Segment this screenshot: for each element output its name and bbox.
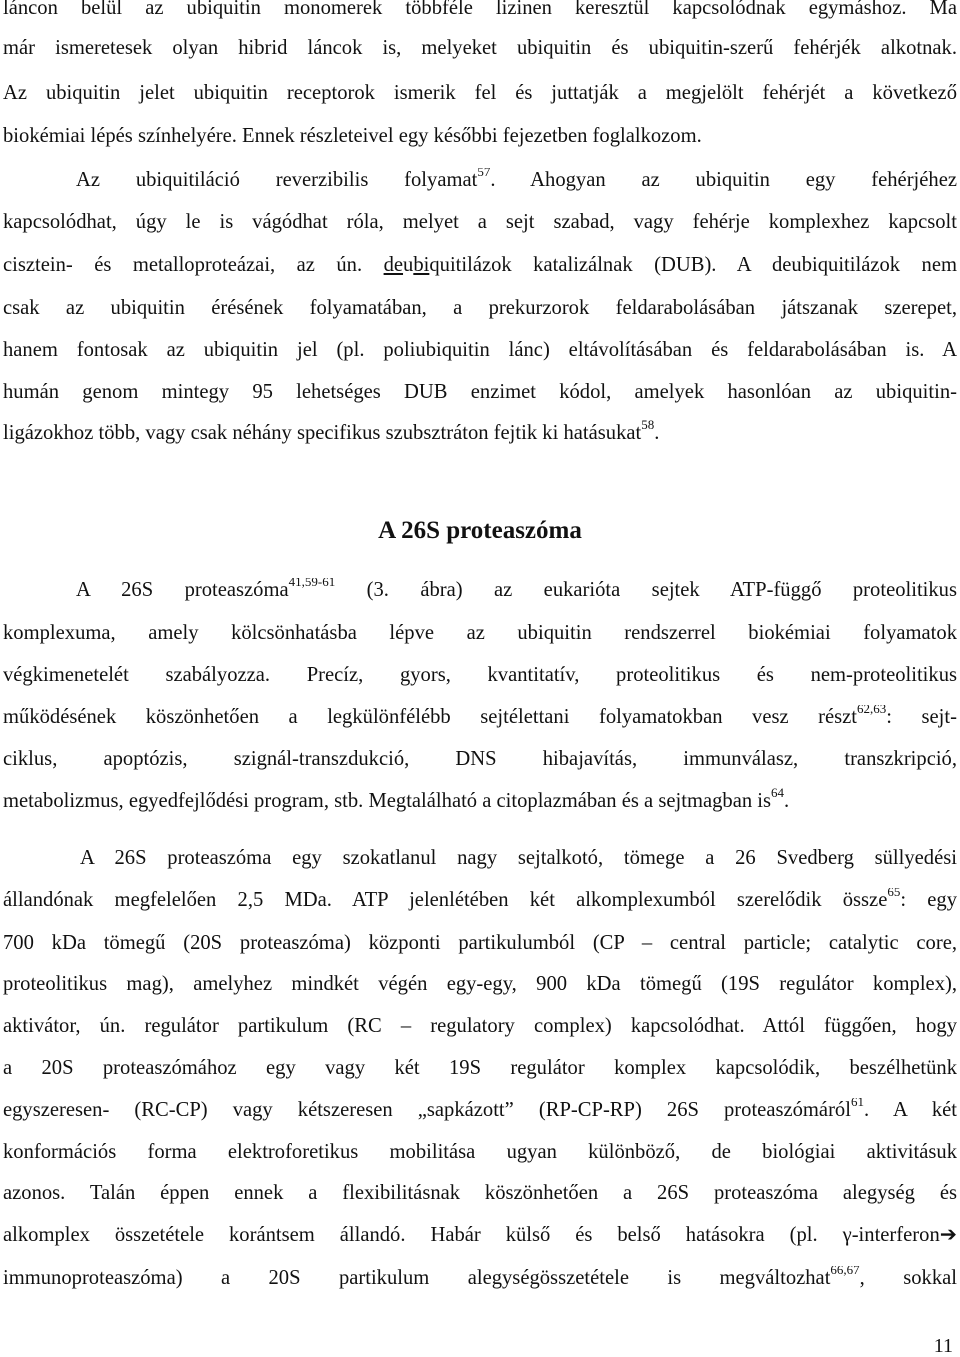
text-line: ciklus, apoptózis, szignál-transzdukció, DNS hibajavítás, immunválasz, transzkripció, [3, 748, 957, 770]
underlined-text: de [383, 254, 404, 276]
text-line: humán genom mintegy 95 lehetséges DUB enzimet kódol, amelyek hasonlóan az ubiquitin- [3, 381, 957, 403]
text-line: állandónak megfelelően 2,5 MDa. ATP jelenlétében két alkomplexumból szerelődik össze$^{65}$: egy [3, 888, 957, 912]
text-line: konformációs forma elektroforetikus mobilitása ugyan különböző, de biológiai aktivitásuk [3, 1141, 957, 1163]
text-line: Az ubiquitin jelet ubiquitin receptorok ismerik fel és juttatják a megjelölt fehérjét a következő [3, 82, 957, 104]
citation: 64 [771, 785, 785, 801]
text-line: egyszeresen- (RC-CP) vagy kétszeresen „sapkázott” (RP-CP-RP) 26S proteaszómáról$^{61}$. A két [3, 1098, 957, 1122]
text-line: kapcsolódhat, úgy le is vágódhat róla, melyet a sejt szabad, vagy fehérje komplexhez kapcsolt [3, 211, 957, 233]
citation: 66,67 [830, 1266, 860, 1278]
citation: 41,59-61 [288, 578, 336, 590]
section-heading: A 26S proteaszóma [378, 517, 582, 544]
text-line: láncon belül az ubiquitin monomerek többféle lizinen keresztül kapcsolódnak egymáshoz. Ma [3, 0, 957, 19]
text-line: azonos. Talán éppen ennek a flexibilitásnak köszönhetően a 26S proteaszóma alegység és [3, 1182, 957, 1204]
text-line: proteolitikus mag), amelyhez mindkét végén egy-egy, 900 kDa tömegű (19S regulátor komplex), [3, 973, 957, 995]
text-line: már ismeretesek olyan hibrid láncok is, melyeket ubiquitin és ubiquitin-szerű fehérjék alkotnak. [3, 37, 957, 59]
text-line: aktivátor, ún. regulátor partikulum (RC – regulatory complex) kapcsolódhat. Attól függően, hogy [3, 1015, 957, 1037]
text-line: a 20S proteaszómához egy vagy két 19S regulátor komplex kapcsolódik, beszélhetünk [3, 1057, 957, 1079]
text-line: alkomplex összetétele korántsem állandó. Habár külső és belső hatásokra (pl. γ-interferon➔ [3, 1224, 957, 1246]
citation: 57 [477, 168, 491, 180]
text-line: metabolizmus, egyedfejlődési program, stb. Megtalálható a citoplazmában és a sejtmagban $is^{64}$. [3, 785, 790, 812]
text-line: Az ubiquitiláció reverzibilis folyamat$^{57}$. Ahogyan az ubiquitin egy fehérjéhez [76, 168, 957, 192]
underlined-text: bi [413, 254, 430, 276]
citation: 62,63 [857, 705, 887, 717]
citation: 58 [641, 417, 655, 433]
text-line: immunoproteaszóma) a 20S partikulum alegységösszetétele is megváltozhat$^{66,67}$, sokkal [3, 1266, 957, 1290]
text-line: hanem fontosak az ubiquitin jel (pl. poliubiquitin lánc) eltávolításában és feldarabolásában is. A [3, 339, 957, 361]
text-line: A 26S proteaszóma$^{41,59-61}$ (3. ábra) az eukarióta sejtek ATP-függő proteolitikus [76, 578, 957, 602]
text-line: végkimenetelét szabályozza. Precíz, gyors, kvantitatív, proteolitikus és nem-proteolitikus [3, 664, 957, 686]
text-line: csak az ubiquitin érésének folyamatában, a prekurzorok feldarabolásában játszanak szerepet, [3, 297, 957, 319]
text-line: komplexuma, amely kölcsönhatásba lépve az ubiquitin rendszerrel biokémiai folyamatok [3, 622, 957, 644]
text-line: 700 kDa tömegű (20S proteaszóma) központi partikulumból (CP – central particle; catalytic core, [3, 932, 957, 954]
citation: 65 [887, 888, 901, 900]
text-line: biokémiai lépés színhelyére. Ennek részleteivel egy későbbi fejezetben foglalkozom. [3, 125, 702, 147]
text-line: működésének köszönhetően a legkülönfélébb sejtélettani folyamatokban vesz részt$^{62,63}$: sejt- [3, 705, 957, 729]
text-line: cisztein- és metalloproteázai, az ún. deubiquitilázok katalizálnak (DUB). A deubiquitilázok nem [3, 254, 957, 276]
page-number: 11 [933, 1335, 953, 1357]
text-line: A 26S proteaszóma egy szokatlanul nagy sejtalkotó, tömege a 26 Svedberg süllyedési [80, 847, 957, 869]
citation: 61 [850, 1098, 864, 1110]
text-line: ligázokhoz több, vagy csak néhány specifikus szubsztráton fejtik ki hatásukat$^{58}$. [3, 417, 660, 444]
